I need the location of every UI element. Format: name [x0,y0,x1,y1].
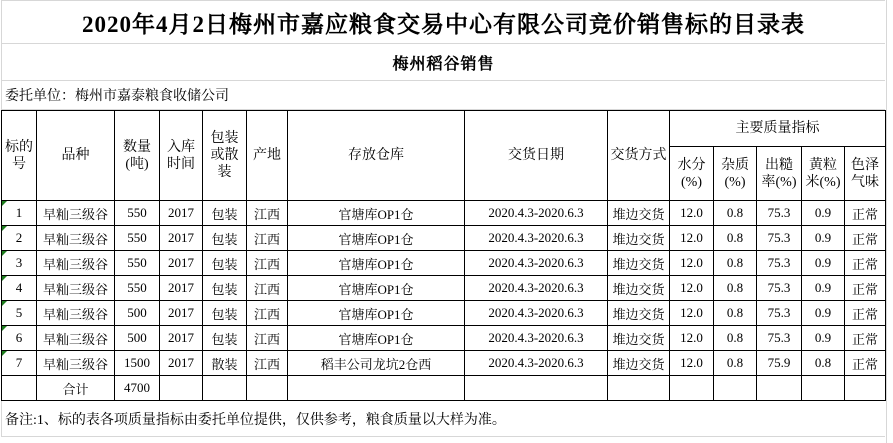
header-delivery-method: 交货方式 [608,111,670,201]
table-cell: 稻丰公司龙坑2仓西 [288,351,465,376]
table-cell [160,376,203,401]
table-cell: 500 [115,326,160,351]
table-cell: 堆边交货 [608,201,670,226]
table-cell: 堆边交货 [608,276,670,301]
table-cell: 包装 [203,276,247,301]
table-cell: 12.0 [670,226,714,251]
table-cell: 2017 [160,301,203,326]
table-cell: 75.3 [757,226,802,251]
page-title: 2020年4月2日梅州市嘉应粮食交易中心有限公司竞价销售标的目录表 [82,11,805,37]
table-cell: 2020.4.3-2020.6.3 [465,251,608,276]
error-indicator-triangle-icon [2,201,7,206]
table-cell: 12.0 [670,201,714,226]
table-cell: 2020.4.3-2020.6.3 [465,276,608,301]
table-row [2,251,886,276]
table-cell: 0.9 [802,326,845,351]
table-cell: 包装 [203,301,247,326]
table-cell: 75.3 [757,301,802,326]
header-quantity: 数量(吨) [115,111,160,201]
table-cell: 包装 [203,226,247,251]
table-cell: 官塘库OP1仓 [288,301,465,326]
table-cell: 官塘库OP1仓 [288,226,465,251]
header-storage-time: 入库时间 [160,111,203,201]
table-cell: 堆边交货 [608,226,670,251]
table-cell: 75.3 [757,251,802,276]
table-cell [802,376,845,401]
table-cell: 官塘库OP1仓 [288,276,465,301]
table-cell: 正常 [845,226,886,251]
table-cell: 散装 [203,351,247,376]
table-cell: 0.8 [714,276,757,301]
header-brown-rice-rate: 出糙率(%) [757,147,802,201]
note-row [1,401,885,437]
table-cell: 正常 [845,201,886,226]
error-indicator-triangle-icon [2,276,7,281]
table-cell: 550 [115,251,160,276]
table-cell: 12.0 [670,276,714,301]
table-cell: 江西 [247,326,288,351]
table-cell: 75.3 [757,276,802,301]
table-cell: 江西 [247,251,288,276]
table-cell: 堆边交货 [608,251,670,276]
table-cell: 0.8 [714,226,757,251]
table-cell: 2017 [160,251,203,276]
table-cell [845,376,886,401]
header-yellow-grain: 黄粒米(%) [802,147,845,201]
table-cell: 0.9 [802,301,845,326]
table-cell: 堆边交货 [608,326,670,351]
table-row [2,351,886,376]
table-cell: 5 [2,301,37,326]
table-cell: 官塘库OP1仓 [288,326,465,351]
table-cell: 2017 [160,276,203,301]
table-cell: 早籼三级谷 [37,326,115,351]
table-cell: 2017 [160,326,203,351]
table-cell: 早籼三级谷 [37,226,115,251]
table-cell: 0.8 [714,201,757,226]
table-cell: 12.0 [670,351,714,376]
table-cell: 2020.4.3-2020.6.3 [465,201,608,226]
header-row-1 [2,111,886,147]
table-cell: 0.8 [714,251,757,276]
header-variety: 品种 [37,111,115,201]
table-cell: 官塘库OP1仓 [288,201,465,226]
table-cell: 6 [2,326,37,351]
table-cell: 包装 [203,251,247,276]
table-cell: 堆边交货 [608,351,670,376]
table-cell: 75.3 [757,326,802,351]
table-cell [247,376,288,401]
table-cell: 7 [2,351,37,376]
table-cell: 1500 [115,351,160,376]
table-cell: 0.8 [714,351,757,376]
table-cell: 堆边交货 [608,301,670,326]
table-cell: 官塘库OP1仓 [288,251,465,276]
header-impurity: 杂质(%) [714,147,757,201]
total-row [2,376,886,401]
table-cell: 2020.4.3-2020.6.3 [465,301,608,326]
client-label: 委托单位：梅州市嘉泰粮食收储公司 [5,89,229,104]
table-cell: 2 [2,226,37,251]
table-cell: 早籼三级谷 [37,351,115,376]
table-cell: 12.0 [670,251,714,276]
table-cell: 正常 [845,276,886,301]
table-cell: 2017 [160,201,203,226]
header-packing: 包装或散装 [203,111,247,201]
title-row [1,0,885,44]
table-cell: 550 [115,226,160,251]
table-cell [2,376,37,401]
header-delivery-date: 交货日期 [465,111,608,201]
table-cell: 江西 [247,201,288,226]
page-subtitle: 梅州稻谷销售 [392,55,495,73]
table-row [2,226,886,251]
table-cell: 0.8 [714,301,757,326]
table-cell: 早籼三级谷 [37,251,115,276]
table-cell: 2020.4.3-2020.6.3 [465,351,608,376]
table-cell [288,376,465,401]
table-body [2,201,886,376]
table-cell: 早籼三级谷 [37,276,115,301]
table-cell: 0.9 [802,276,845,301]
table-cell: 1 [2,201,37,226]
table-cell: 0.8 [802,351,845,376]
table-cell: 江西 [247,226,288,251]
table-cell [670,376,714,401]
table-cell: 0.9 [802,251,845,276]
table-cell: 3 [2,251,37,276]
table-cell: 75.9 [757,351,802,376]
table-cell: 12.0 [670,301,714,326]
table-row [2,276,886,301]
table-cell: 江西 [247,351,288,376]
table-cell: 早籼三级谷 [37,201,115,226]
table-cell: 2017 [160,351,203,376]
table-cell: 0.9 [802,226,845,251]
header-bid-no: 标的号 [2,111,37,201]
error-indicator-triangle-icon [2,226,7,231]
table-cell [608,376,670,401]
table-cell: 江西 [247,301,288,326]
note-text: 备注:1、标的表各项质量指标由委托单位提供，仅供参考，粮食质量以大样为准。 [5,412,506,428]
total-quantity-cell: 4700 [115,376,160,401]
column-gridline [886,0,887,443]
table-cell [714,376,757,401]
table-cell [203,376,247,401]
table-cell: 包装 [203,326,247,351]
table-cell: 正常 [845,251,886,276]
error-indicator-triangle-icon [2,301,7,306]
table-cell: 2020.4.3-2020.6.3 [465,226,608,251]
error-indicator-triangle-icon [2,326,7,331]
table-cell: 500 [115,301,160,326]
header-warehouse: 存放仓库 [288,111,465,201]
table-cell: 550 [115,201,160,226]
table-cell: 550 [115,276,160,301]
table-cell: 正常 [845,351,886,376]
error-indicator-triangle-icon [2,251,7,256]
table-cell: 2017 [160,226,203,251]
header-color-odor: 色泽气味 [845,147,886,201]
table-row [2,301,886,326]
table-cell [465,376,608,401]
table-cell [757,376,802,401]
table-row [2,201,886,226]
table-header [2,111,886,201]
total-label-cell: 合计 [37,376,115,401]
table-row [2,326,886,351]
table-cell: 75.3 [757,201,802,226]
lots-table [1,110,886,401]
table-cell: 4 [2,276,37,301]
table-cell: 0.9 [802,201,845,226]
error-indicator-triangle-icon [2,351,7,356]
table-footer [2,376,886,401]
header-quality-group: 主要质量指标 [670,111,886,147]
table-cell: 包装 [203,201,247,226]
header-moisture: 水分(%) [670,147,714,201]
client-row [1,81,885,110]
table-cell: 12.0 [670,326,714,351]
table-cell: 江西 [247,276,288,301]
table-cell: 早籼三级谷 [37,301,115,326]
table-cell: 正常 [845,301,886,326]
subtitle-row [1,44,885,81]
table-cell: 正常 [845,326,886,351]
table-cell: 2020.4.3-2020.6.3 [465,326,608,351]
table-cell: 0.8 [714,326,757,351]
header-origin: 产地 [247,111,288,201]
